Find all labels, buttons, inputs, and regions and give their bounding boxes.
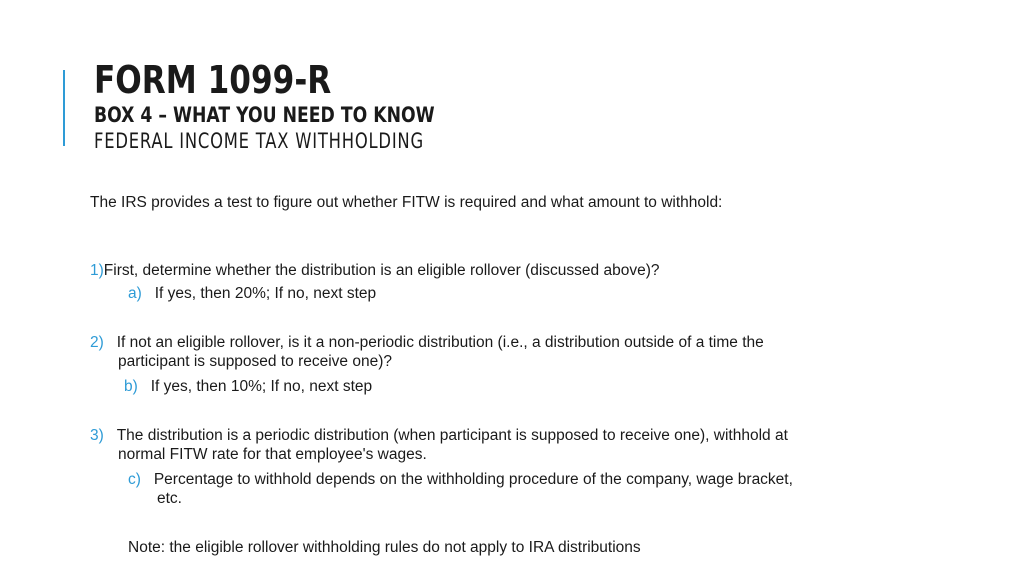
sub-item-c-continued: etc.: [157, 490, 182, 507]
intro-text: The IRS provides a test to figure out whether FITW is required and what amount to withhold:: [90, 194, 723, 211]
list-item-2: [90, 334, 764, 352]
accent-bar: [63, 70, 65, 146]
title-block: [94, 58, 517, 154]
sub-item-text: Percentage to withhold depends on the withholding procedure of the company, wage bracket,: [153, 471, 793, 488]
sub-marker: b): [124, 378, 138, 395]
list-marker: 3): [90, 427, 104, 444]
sub-item-a: [128, 285, 376, 303]
sub-item-c: [128, 471, 793, 489]
list-item-text: If not an eligible rollover, is it a non-periodic distribution (i.e., a distribution outside of a time the: [116, 334, 764, 351]
list-item-text: The distribution is a periodic distribution (when participant is supposed to receive one), withhold at: [116, 427, 788, 444]
sub-item-text: If yes, then 10%; If no, next step: [150, 378, 373, 395]
note-text: Note: the eligible rollover withholding rules do not apply to IRA distributions: [128, 539, 641, 556]
list-item-3-continued: normal FITW rate for that employee's wages.: [118, 446, 427, 463]
page-subtitle: BOX 4 – WHAT YOU NEED TO KNOW: [94, 103, 435, 127]
list-item-2-continued: participant is supposed to receive one)?: [118, 353, 392, 370]
sub-marker: c): [128, 471, 141, 488]
list-marker: 1): [90, 262, 104, 279]
sub-item-text: If yes, then 20%; If no, next step: [154, 285, 377, 302]
list-marker: 2): [90, 334, 104, 351]
list-item-3: [90, 427, 788, 445]
sub-item-b: [124, 378, 372, 396]
list-item-text: First, determine whether the distribution is an eligible rollover (discussed above)?: [103, 262, 660, 279]
page-subtitle-secondary: FEDERAL INCOME TAX WITHHOLDING: [94, 129, 424, 153]
page-title: FORM 1099-R: [94, 58, 332, 102]
sub-marker: a): [128, 285, 142, 302]
list-item-1: [90, 262, 659, 280]
